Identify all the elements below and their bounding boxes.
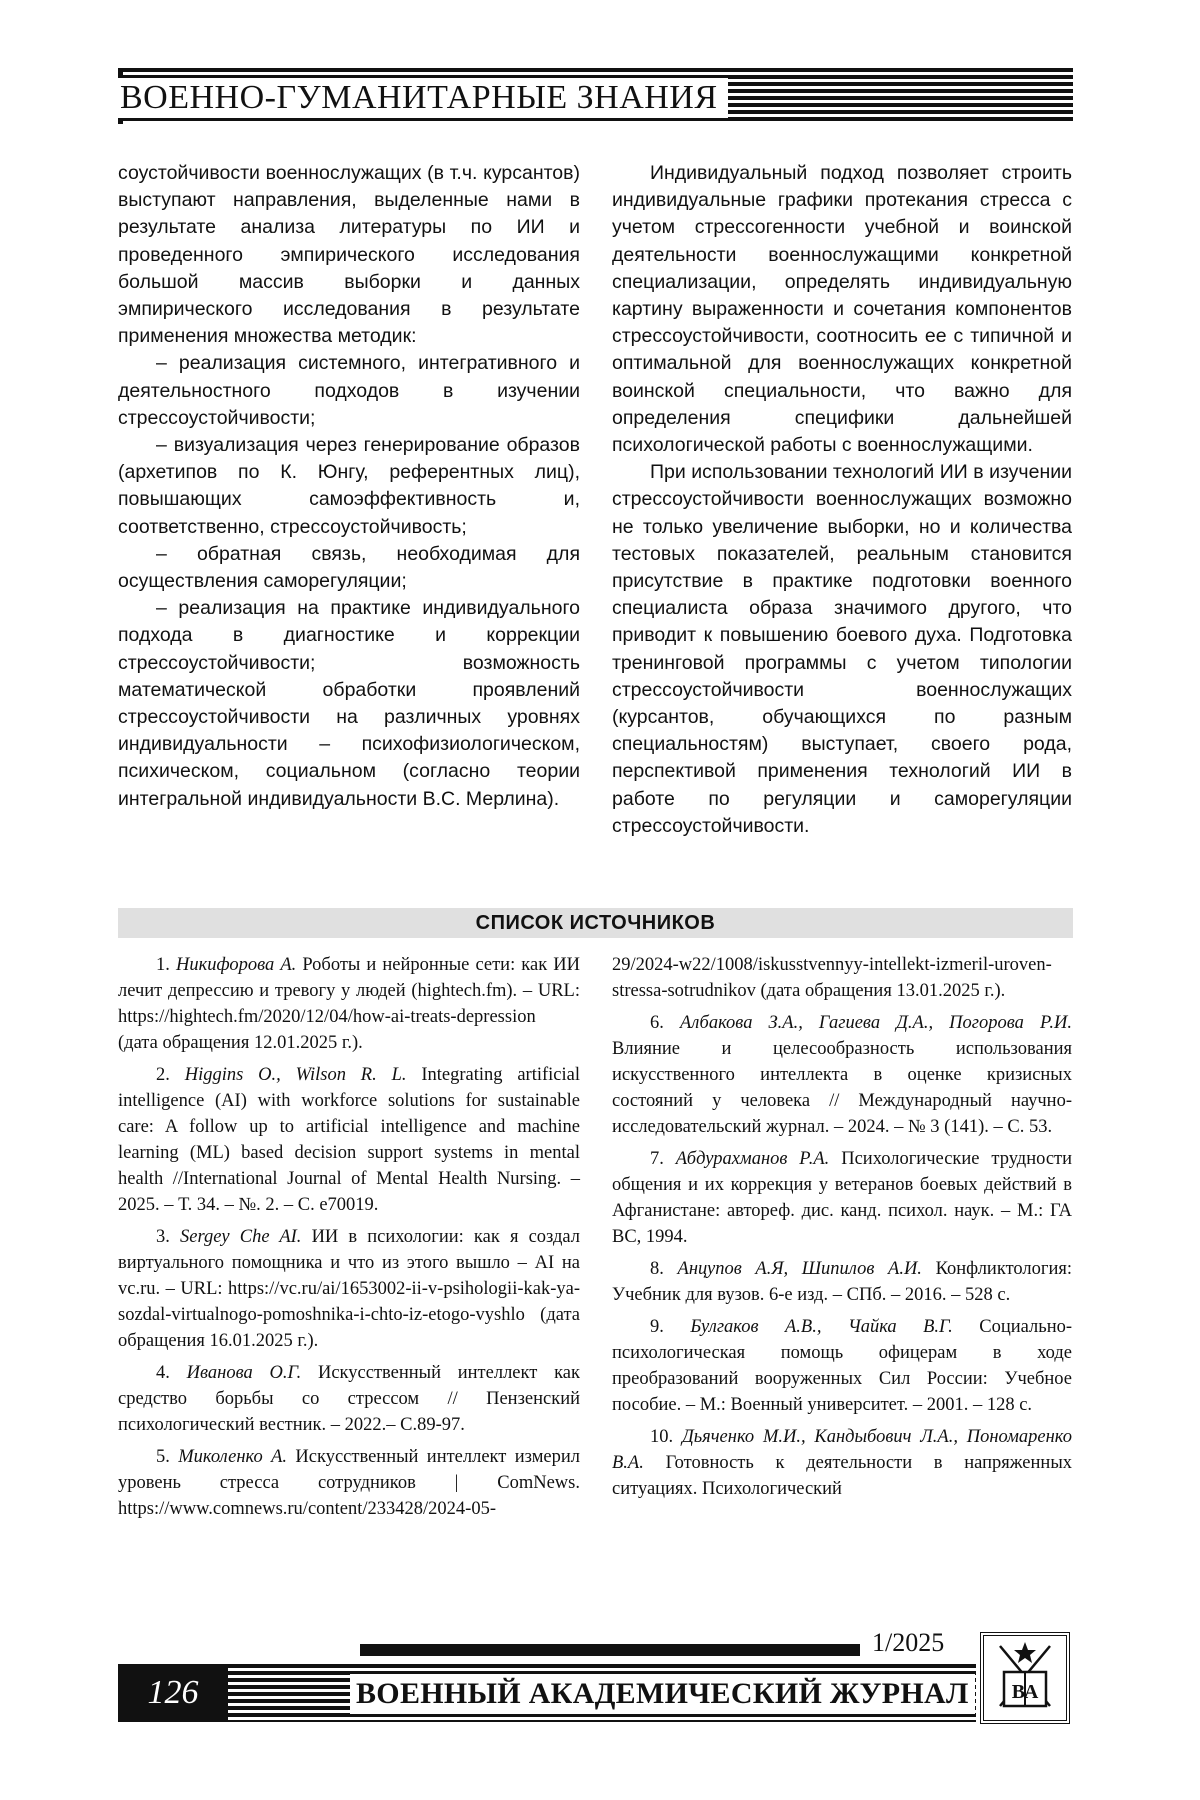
body-list-item: – визуализация через генерирование образов (архетипов по К. Юнгу, референтных лиц), повышающих самоэффективность и, соответственно, стрессоустойчивость; [118, 434, 580, 538]
reference-author: Анцупов А.Я, Шипилов А.И. [677, 1259, 922, 1279]
journal-title: ВОЕННЫЙ АКАДЕМИЧЕСКИЙ ЖУРНАЛ [350, 1674, 975, 1714]
reference-text: Конфликтология: Учебник для вузов. 6-е изд. – СПб. – 2016. – 528 с. [612, 1259, 1073, 1305]
reference-number: 5. [156, 1447, 170, 1467]
reference-number: 4. [156, 1363, 170, 1383]
reference-item [118, 952, 580, 1056]
reference-author: Булгаков А.В., Чайка В.Г. [690, 1317, 953, 1337]
reference-item [612, 1424, 1072, 1502]
reference-text: Готовность к деятельности в напряженных ситуациях. Психологический [612, 1453, 1072, 1499]
reference-item-continuation [612, 952, 1072, 1004]
section-title: ВОЕННО-ГУМАНИТАРНЫЕ ЗНАНИЯ [118, 78, 728, 118]
logo-letters: ВА [1011, 1681, 1039, 1703]
reference-number: 10. [650, 1427, 674, 1447]
body-list-item: – обратная связь, необходимая для осуществления саморегуляции; [118, 542, 580, 593]
reference-item [612, 1256, 1072, 1308]
reference-text: Integrating artificial intelligence (AI) with workforce solutions for sustainable care: A follow up to artificial intelligence and machine learning (ML) based decision support systems in mental health //International Journal of Mental Health Nursing. – 2025. – Т. 34. – №. 2. – С. e70019. [118, 1065, 580, 1215]
reference-text: Психологические трудности общения и их коррекция у ветеранов боевых действий в Афганистане: автореф. дис. канд. психол. наук. – М.: ГА ВС, 1994. [612, 1149, 1073, 1247]
references-heading: СПИСОК ИСТОЧНИКОВ [118, 908, 1073, 938]
body-list-item: – реализация на практике индивидуального подхода в диагностике и коррекции стрессоустойчивости; возможность математической обработки проявлений стрессоустойчивости на различных уровнях индивидуальности – психофизиологическом, психическом, социальном (согласно теории интегральной индивидуальности В.С. Мерлина). [118, 597, 580, 810]
body-paragraph: соустойчивости военнослужащих (в т.ч. курсантов) выступают направления, выделенные нами в результате анализа литературы по ИИ и проведенного эмпирического исследования большой массив выборки и данных эмпирического исследования в результате применения множества методик: [118, 162, 580, 348]
reference-author: Иванова О.Г. [186, 1363, 302, 1383]
reference-text: 29/2024-w22/1008/iskusstvennyy-intellekt-izmeril-uroven-stressa-sotrudnikov (дата обращения 13.01.2025 г.). [612, 955, 1052, 1001]
reference-number: 1. [156, 955, 170, 975]
reference-number: 2. [156, 1065, 170, 1085]
reference-number: 3. [156, 1227, 170, 1247]
reference-item [118, 1360, 580, 1438]
body-paragraph: При использовании технологий ИИ в изучении стрессоустойчивости военнослужащих возможно не только увеличение выборки, но и количества тестовых показателей, реальным становится присутствие в практике подготовки военного специалиста образа значимого другого, что приводит к повышению боевого духа. Подготовка тренинговой программы с учетом типологии стрессоустойчивости военнослужащих (курсантов, обучающихся по разным специальностям) выступает, своего рода, перспективой применения технологий ИИ в работе по регуляции и саморегуляции стрессоустойчивости. [612, 461, 1072, 837]
reference-author: Албакова З.А., Гагиева Д.А., Погорова Р.И. [679, 1013, 1073, 1033]
journal-emblem-icon [984, 1636, 1066, 1720]
reference-item [118, 1224, 580, 1354]
reference-text: Искусственный интеллект как средство борьбы со стрессом // Пензенский психологический вестник. – 2022.– С.89-97. [118, 1363, 580, 1435]
reference-item [118, 1444, 580, 1522]
body-column-left [118, 160, 580, 813]
reference-number: 8. [650, 1259, 664, 1279]
references-column-left [118, 952, 580, 1528]
reference-author: Миколенко А. [178, 1447, 288, 1467]
reference-text: Роботы и нейронные сети: как ИИ лечит депрессию и тревогу у людей (hightech.fm). – URL: https://hightech.fm/2020/12/04/how-ai-treats-depression (дата обращения 12.01.2025 г.). [118, 955, 580, 1053]
reference-author: Никифорова А. [175, 955, 297, 975]
reference-item [612, 1314, 1072, 1418]
journal-logo [980, 1632, 1070, 1724]
body-paragraph: Индивидуальный подход позволяет строить индивидуальные графики протекания стресса с учетом стрессогенности учебной и воинской деятельности военнослужащими конкретной специализации, определять индивидуальную картину выраженности и сочетания компонентов стрессоустойчивости, соотносить ее с типичной и оптимальной для военнослужащих конкретной воинской специальности, что важно для определения специфики дальнейшей психологической работы с военнослужащими. [612, 162, 1072, 457]
reference-text: ИИ в психологии: как я создал виртуального помощника и что из этого вышло – AI на vc.ru. – URL: https://vc.ru/ai/1653002-ii-v-psihologii-kak-ya-sozdal-virtualnogo-pomoshnika-i-chto-iz-etogo-vyshlo (дата обращения 16.01.2025 г.). [118, 1227, 581, 1351]
issue-number: 1/2025 [872, 1628, 945, 1657]
body-column-right [612, 160, 1072, 840]
reference-author: Sergey Che AI. [180, 1227, 302, 1247]
reference-text: Влияние и целесообразность использования искусственного интеллекта в оценке кризисных состояний у человека // Международный научно-исследовательский журнал. – 2024. – № 3 (141). – С. 53. [612, 1039, 1072, 1137]
reference-item [612, 1010, 1072, 1140]
reference-author: Higgins O., Wilson R. L. [184, 1065, 407, 1085]
reference-item [118, 1062, 580, 1218]
reference-author: Дьяченко М.И., Кандыбович Л.А., Пономаренко В.А. [612, 1427, 1072, 1473]
page-number: 126 [118, 1664, 228, 1722]
reference-item [612, 1146, 1072, 1250]
running-header [118, 68, 1073, 124]
references-column-right [612, 952, 1072, 1508]
reference-text: Искусственный интеллект измерил уровень стресса сотрудников | ComNews. https://www.comnews.ru/content/233428/2024-05- [118, 1447, 580, 1519]
reference-author: Абдурахманов Р.А. [675, 1149, 830, 1169]
reference-text: Социально-психологическая помощь офицерам в ходе преобразований вооруженных Сил России: Учебное пособие. – М.: Военный университет. – 2001. – 128 с. [612, 1317, 1073, 1415]
reference-number: 9. [650, 1317, 664, 1337]
reference-number: 6. [650, 1013, 664, 1033]
body-list-item: – реализация системного, интегративного и деятельностного подходов в изучении стрессоустойчивости; [118, 352, 580, 429]
reference-number: 7. [650, 1149, 664, 1169]
footer-rule [360, 1644, 860, 1656]
